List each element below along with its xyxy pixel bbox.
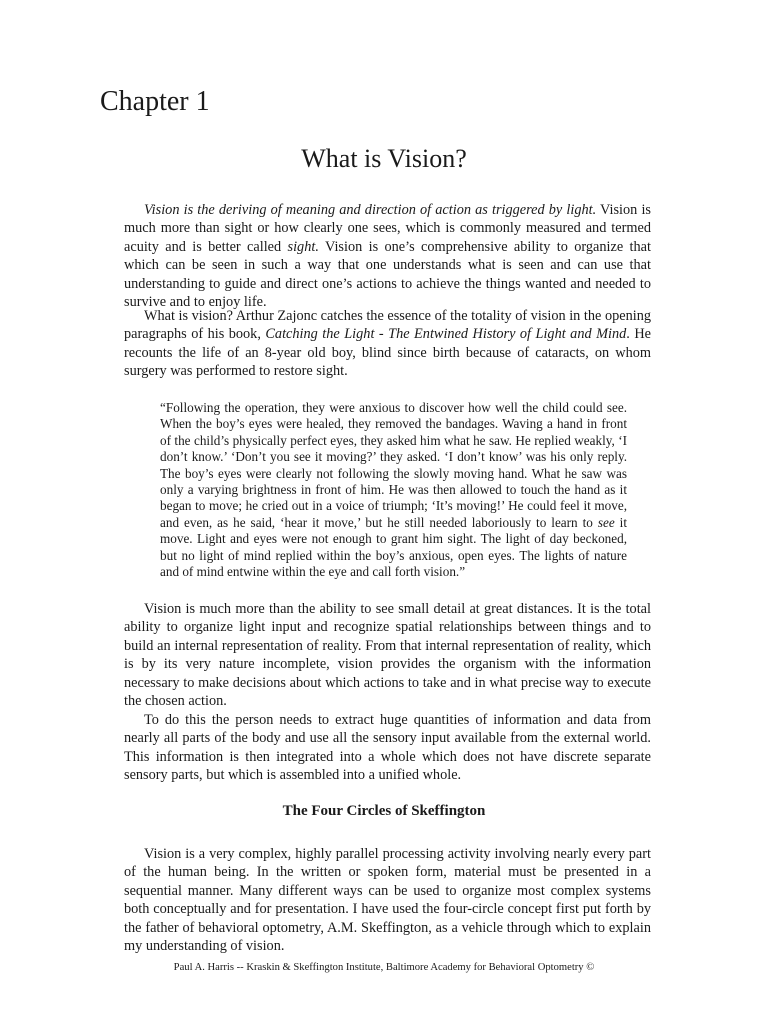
paragraph-1 [124, 201, 651, 311]
page-footer: Paul A. Harris -- Kraskin & Skeffington Institute, Baltimore Academy for Behavioral Optometry © [173, 962, 595, 973]
paragraph-1-text-a: Vision is much more than sight or how clearly one sees, which is commonly measured and termed acuity and is better called [124, 202, 651, 255]
paragraph-2-text-b: . He recounts the life of an 8-year old boy, blind since birth because of cataracts, on whom surgery was performed to restore sight. [124, 326, 652, 380]
page-title: What is Vision? [301, 144, 467, 173]
block-quote [160, 400, 627, 580]
paragraph-2-text-a: What is vision? Arthur Zajonc catches the essence of the totality of vision in the opening paragraphs of his book, [124, 308, 652, 343]
quote-text-a: “Following the operation, they were anxious to discover how well the child could see. When the boy’s eyes were healed, they removed the bandages. Waving a hand in front of the child’s physically perfect eyes, they asked him what he saw. He replied weakly, ‘I don’t know.’ ‘Don’t you see it moving?’ they asked. ‘I don’t know’ was his only reply. The boy’s eyes were clearly not following the slowly moving hand. What he saw was only a varying brightness in front of him. He was then allowed to touch the hand as it began to move; he cried out in a voice of triumph; ‘It’s moving!’ He could feel it move, and even, as he said, ‘hear it move,’ but he still needed laboriously to learn to [160, 400, 627, 530]
paragraph-2 [124, 307, 651, 381]
section-heading: The Four Circles of Skeffington [282, 803, 486, 819]
chapter-label: Chapter 1 [100, 86, 210, 117]
paragraph-5: Vision is a very complex, highly parallel processing activity involving nearly every part of the human being. In the written or spoken form, material must be presented in a sequential manner. Many different ways can be used to organize most complex systems both conceptually and for presentation. I have used the four-circle concept first put forth by the father of behavioral optometry, A.M. Skeffington, as a vehicle through which to explain my understanding of vision. [124, 846, 651, 955]
quote-text-b: it move. Light and eyes were not enough to grant him sight. The light of day beckoned, but no light of mind replied within the boy’s anxious, open eyes. The lights of nature and of mind entwine within the eye and call forth vision.” [160, 514, 628, 580]
paragraph-1-text-b: Vision is one’s comprehensive ability to organize that which can be seen in such a way that one understands what is seen and can use that understanding to guide and direct one’s actions to achieve the things wanted and needed to survive and to enjoy life. [124, 238, 651, 311]
paragraph-4: To do this the person needs to extract huge quantities of information and data from nearly all parts of the body and use all the sensory input available from the external world. This information is then integrated into a whole which does not have discrete separate sensory parts, but which is assembled into a unified whole. [124, 712, 651, 784]
see-italic: see [597, 514, 615, 530]
definition-italic: Vision is the deriving of meaning and direction of action as triggered by light. [144, 202, 597, 218]
sight-italic: sight. [287, 238, 319, 255]
book-title: Catching the Light - The Entwined History of Light and Mind [265, 326, 627, 343]
paragraph-3: Vision is much more than the ability to see small detail at great distances. It is the total ability to organize light input and recognize spatial relationships between things and to build an internal representation of reality. From that internal representation of reality, which is by its very nature incomplete, vision provides the organism with the information necessary to make decisions about which actions to take and in what precise way to execute the chosen action. [124, 601, 651, 710]
